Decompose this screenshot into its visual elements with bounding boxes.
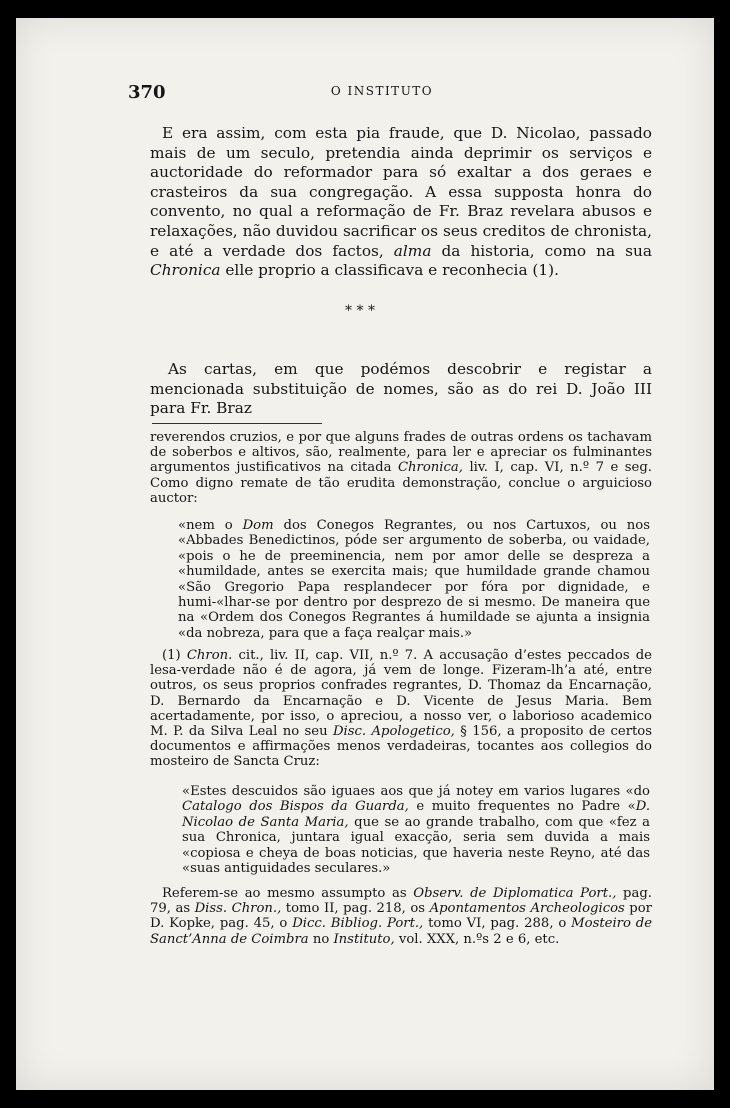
footnote-rule [152, 423, 322, 424]
page-header [128, 82, 636, 106]
paragraph-1: E era assim, com esta pia fraude, que D. Nicolao, passado mais de um seculo, pretendia ainda deprimir os serviços e auctoridade do reformador para só exaltar a dos geraes e crasteiros da sua congregação. A essa supposta honra do convento, no qual a reformação de Fr. Braz revelara abusos e relaxações, não duvidou sacrificar os seus creditos de chronista, e até a verdade dos factos, alma da historia, como na sua Chronica elle proprio a classificava e reconhecia (1). [150, 124, 652, 280]
section-asterism: * * * [345, 303, 375, 319]
footnote-1: (1) Chron. cit., liv. II, cap. VII, n.º 7. A accusação d’estes peccados de lesa-verdade não é de agora, já vem de longe. Fizeram-lh’a até, entre outros, os seus proprios confrades regrantes, D. Thomaz da Encarnação, D. Bernardo da Encarnação e D. Vicente de Jesus Maria. Bem acertadamente, por isso, o apreciou, a nosso ver, o laborioso academico M. P. da Silva Leal no seu Disc. Apologetico, § 156, a proposito de certos documentos e affirmações menos verdadeiras, tocantes aos collegios do mosteiro de Sancta Cruz: [150, 648, 653, 770]
footnote-references: Referem-se ao mesmo assumpto as Observ. de Diplomatica Port., pag. 79, as Diss. Chron., tomo II, pag. 218, os Apontamentos Archeologicos por D. Kopke, pag. 45, o Dicc. Bibliog. Port., tomo VI, pag. 288, o Mosteiro de Sanct’Anna de Coimbra no Instituto, vol. XXX, n.ºs 2 e 6, etc. [150, 886, 652, 947]
paragraph-2: As cartas, em que podémos descobrir e registar a mencionada substituição de nomes, são as do rei D. João III para Fr. Braz [150, 360, 652, 418]
block-quote-2: «Estes descuidos são iguaes aos que já notey em varios lugares «do Catalogo dos Bispos da Guarda, e muito frequentes no Padre «D. Nicolao de Santa Maria, que se ao grande trabalho, com que «fez a sua Chronica, juntara igual exacção, seria sem duvida a mais «copiosa e cheya de boas noticias, que haveria neste Reyno, até das «suas antiguidades seculares.» [182, 784, 651, 877]
block-quote-1: «nem o Dom dos Conegos Regrantes, ou nos Cartuxos, ou nos «Abbades Benedictinos, póde ser argumento de soberba, ou vaidade, «pois o he de preeminencia, nem por amor delle se despreza a «humildade, antes se exercita mais; que humildade grande chamou «São Gregorio Papa resplandecer por fóra por dignidade, e humi-«lhar-se por dentro por desprezo de si mesmo. De maneira que na «Ordem dos Conegos Regrantes á humildade se ajunta a insignia «da nobreza, para que a faça realçar mais.» [178, 518, 650, 641]
page-number: 370 [128, 82, 166, 103]
running-title: O INSTITUTO [330, 84, 434, 98]
footnote-continuation: reverendos cruzios, e por que alguns frades de outras ordens os tachavam de soberbos e altivos, são, realmente, para ler e apreciar os fulminantes argumentos justificativos na citada Chronica, liv. I, cap. VI, n.º 7 e seg. Como digno remate de tão erudita demonstração, conclue o arguicioso auctor: [150, 430, 652, 506]
